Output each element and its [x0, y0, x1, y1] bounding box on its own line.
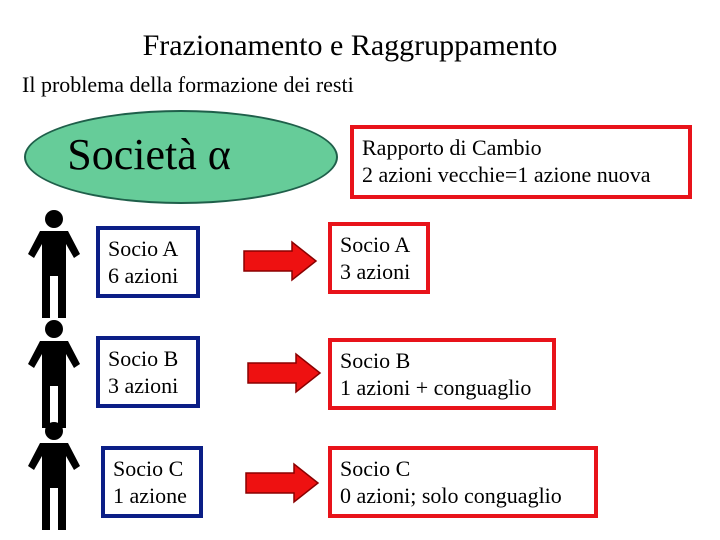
- exchange-ratio-value: 2 azioni vecchie=1 azione nuova: [362, 162, 651, 187]
- shareholder-c-after-box: [328, 446, 598, 518]
- shareholder-name: Socio A: [108, 236, 179, 261]
- shareholder-a-before-box: [96, 226, 200, 298]
- shareholder-name: Socio C: [340, 456, 411, 481]
- share-count: 1 azione: [113, 483, 187, 508]
- person-icon: [26, 206, 82, 320]
- right-arrow-icon: [244, 462, 320, 504]
- person-icon: [26, 418, 82, 532]
- shareholder-b-before-box: [96, 336, 200, 408]
- page-title: Frazionamento e Raggruppamento: [142, 29, 558, 62]
- page-subtitle: Il problema della formazione dei resti: [22, 72, 354, 97]
- share-count: 0 azioni; solo conguaglio: [340, 483, 562, 508]
- share-count: 3 azioni: [108, 373, 179, 398]
- share-count: 6 azioni: [108, 263, 179, 288]
- shareholder-name: Socio A: [340, 232, 411, 257]
- shareholder-name: Socio B: [340, 348, 411, 373]
- person-icon: [26, 316, 82, 430]
- shareholder-c-before-box: [101, 446, 203, 518]
- exchange-ratio-box: [350, 125, 692, 199]
- shareholder-name: Socio B: [108, 346, 179, 371]
- shareholder-a-after-box: [328, 222, 430, 294]
- share-count: 1 azioni + conguaglio: [340, 375, 532, 400]
- exchange-ratio-title: Rapporto di Cambio: [362, 135, 542, 160]
- company-label: Società α: [67, 130, 231, 179]
- right-arrow-icon: [246, 352, 322, 394]
- right-arrow-icon: [242, 240, 318, 282]
- shareholder-b-after-box: [328, 338, 556, 410]
- share-count: 3 azioni: [340, 259, 411, 284]
- shareholder-name: Socio C: [113, 456, 184, 481]
